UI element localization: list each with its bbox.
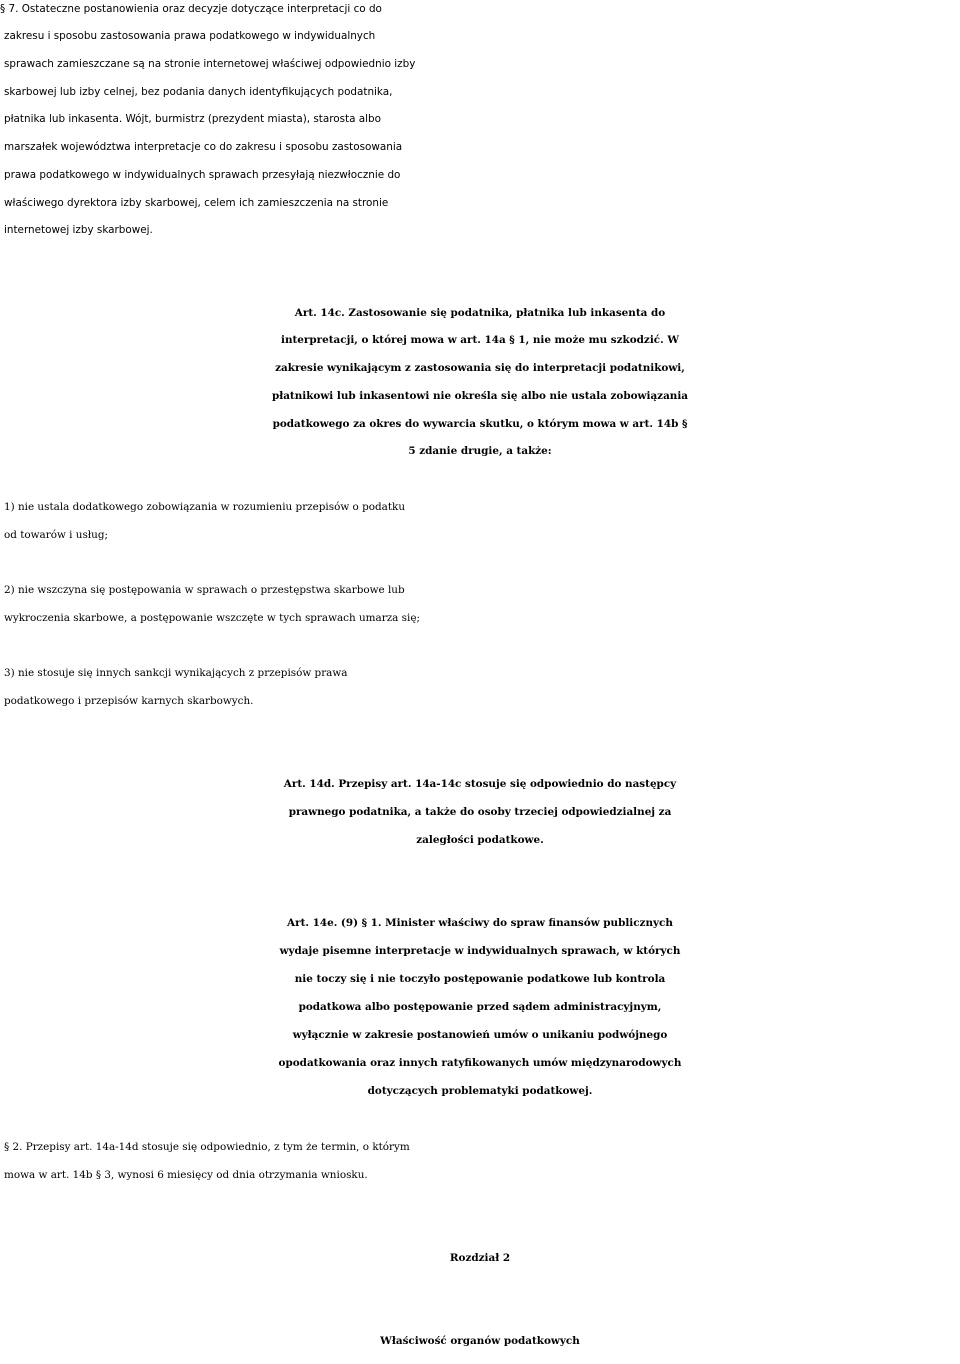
- list-item-text: 2) nie wszczyna się postępowania w sprawach o przestępstwa skarbowe lub: [4, 584, 405, 596]
- text-line: wydaje pisemne interpretacje w indywidualnych sprawach, w których: [279, 945, 681, 957]
- text-line: nie toczy się i nie toczyło postępowanie podatkowe lub kontrola: [294, 973, 666, 985]
- list-item-text: podatkowego i przepisów karnych skarbowych.: [4, 695, 254, 707]
- text-line: skarbowej lub izby celnej, bez podania danych identyfikujących podatnika,: [4, 86, 393, 98]
- text-line: zakresu i sposobu zastosowania prawa podatkowego w indywidualnych: [4, 30, 376, 42]
- text-line: § 7. Ostateczne postanowienia oraz decyzje dotyczące interpretacji co do: [0, 3, 382, 15]
- article-heading: Art. 14e. (9) § 1. Minister właściwy do spraw finansów publicznych: [287, 917, 673, 929]
- text-line: opodatkowania oraz innych ratyfikowanych umów międzynarodowych: [278, 1057, 682, 1069]
- text-line: mowa w art. 14b § 3, wynosi 6 miesięcy od dnia otrzymania wniosku.: [4, 1169, 368, 1181]
- text-line: płatnikowi lub inkasentowi nie określa się albo nie ustala zobowiązania: [271, 390, 689, 402]
- list-item-text: 1) nie ustala dodatkowego zobowiązania w rozumieniu przepisów o podatku: [4, 501, 406, 513]
- text-line: marszałek województwa interpretacje co do zakresu i sposobu zastosowania: [4, 141, 403, 153]
- text-line: sprawach zamieszczane są na stronie internetowej właściwej odpowiednio izby: [4, 58, 416, 70]
- chapter-title: Właściwość organów podatkowych: [380, 1335, 580, 1347]
- text-line: właściwego dyrektora izby skarbowej, celem ich zamieszczenia na stronie: [4, 197, 389, 209]
- list-item-text: wykroczenia skarbowe, a postępowanie wszczęte w tych sprawach umarza się;: [4, 612, 420, 624]
- article-heading: Art. 14c. Zastosowanie się podatnika, płatnika lub inkasenta do: [294, 307, 666, 319]
- text-line: płatnika lub inkasenta. Wójt, burmistrz (prezydent miasta), starosta albo: [4, 113, 381, 125]
- text-line: podatkowa albo postępowanie przed sądem administracyjnym,: [298, 1001, 662, 1013]
- text-line: internetowej izby skarbowej.: [4, 224, 153, 236]
- text-line: prawnego podatnika, a także do osoby trzeciej odpowiedzialnej za: [288, 806, 672, 818]
- list-item-text: 3) nie stosuje się innych sankcji wynikających z przepisów prawa: [4, 667, 348, 679]
- text-line: wyłącznie w zakresie postanowień umów o unikaniu podwójnego: [292, 1029, 668, 1041]
- text-line: podatkowego za okres do wywarcia skutku, o którym mowa w art. 14b §: [272, 418, 688, 430]
- text-line: zakresie wynikającym z zastosowania się do interpretacji podatnikowi,: [275, 362, 685, 374]
- text-line: prawa podatkowego w indywidualnych sprawach przesyłają niezwłocznie do: [4, 169, 401, 181]
- text-line: interpretacji, o której mowa w art. 14a § 1, nie może mu szkodzić. W: [281, 334, 679, 346]
- text-line: zaległości podatkowe.: [416, 834, 544, 846]
- chapter-number: Rozdział 2: [449, 1252, 511, 1264]
- list-item-text: od towarów i usług;: [4, 529, 109, 541]
- article-heading: Art. 14d. Przepisy art. 14a-14c stosuje się odpowiednio do następcy: [283, 778, 677, 790]
- text-line: dotyczących problematyki podatkowej.: [367, 1085, 593, 1097]
- text-line: § 2. Przepisy art. 14a-14d stosuje się odpowiednio, z tym że termin, o którym: [4, 1141, 410, 1153]
- text-line: 5 zdanie drugie, a także:: [408, 445, 552, 457]
